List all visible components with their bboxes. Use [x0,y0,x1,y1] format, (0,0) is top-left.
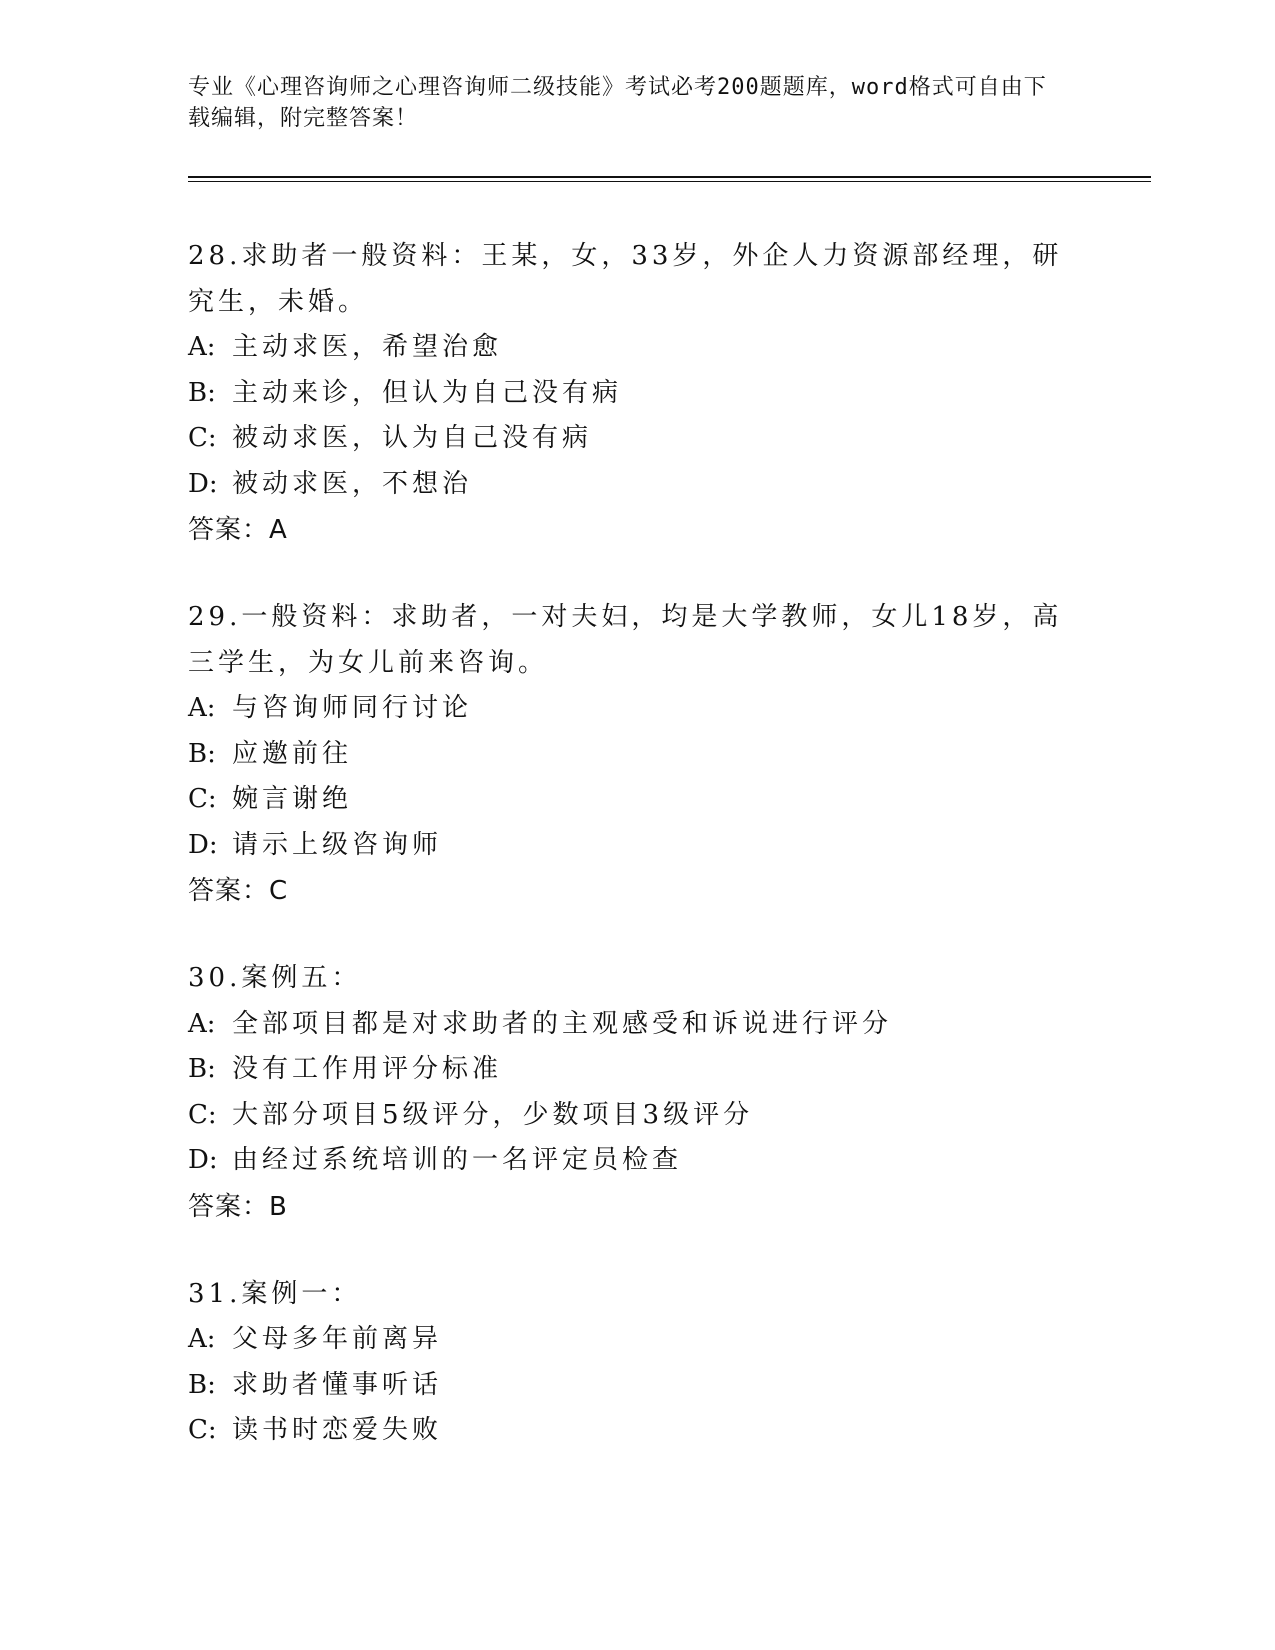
option-text: 主动来诊，但认为自己没有病 [232,377,623,408]
option-d [188,1138,1088,1184]
option-text: 没有工作用评分标准 [232,1054,503,1084]
header-divider [188,176,1151,182]
answer-label: 答案：C [188,876,289,906]
answer-label: 答案：B [188,1191,288,1222]
option-b [188,732,1088,778]
option-text: 被动求医，不想治 [232,468,473,499]
option-letter: C: [188,1415,217,1445]
question-31 [188,1272,1088,1454]
option-d [188,462,1088,508]
option-text: 父母多年前离异 [232,1324,443,1354]
option-letter: D: [188,468,218,499]
option-letter: B: [188,377,216,408]
option-letter: C: [188,784,217,814]
option-a [188,1317,1088,1363]
question-text: 28.求助者一般资料：王某，女，33岁，外企人力资源部经理，研究生，未婚。 [188,241,1063,317]
option-letter: C: [188,1099,217,1130]
option-d [188,823,1088,869]
option-letter: A: [188,1008,216,1039]
option-text: 全部项目都是对求助者的主观感受和诉说进行评分 [232,1008,893,1039]
option-a [188,1002,1088,1048]
option-c [188,1408,1088,1454]
option-letter: A: [188,332,216,362]
question-text: 30.案例五： [188,963,362,993]
option-letter: A: [188,693,216,723]
option-letter: B: [188,1369,216,1400]
option-a [188,686,1088,732]
option-c [188,416,1088,462]
option-c [188,1093,1088,1139]
option-text: 主动求医，希望治愈 [232,332,503,362]
document-intro: 专业《心理咨询师之心理咨询师二级技能》考试必考200题题库，word格式可自由下载编辑，附完整答案！ [188,75,1047,131]
option-letter: D: [188,829,218,860]
question-text: 29.一般资料：求助者，一对夫妇，均是大学教师，女儿18岁，高三学生，为女儿前来咨询。 [188,602,1063,678]
option-text: 读书时恋爱失败 [232,1415,443,1445]
option-letter: C: [188,423,217,453]
option-text: 请示上级咨询师 [232,829,443,860]
option-text: 大部分项目5级评分，少数项目3级评分 [232,1099,754,1130]
option-b [188,1047,1088,1093]
question-list [188,234,1088,1496]
option-letter: B: [188,738,216,769]
option-text: 由经过系统培训的一名评定员检查 [232,1145,683,1175]
option-letter: A: [188,1324,216,1354]
option-c [188,777,1088,823]
option-text: 被动求医，认为自己没有病 [232,423,593,453]
option-text: 与咨询师同行讨论 [232,693,473,723]
option-text: 应邀前往 [232,738,353,769]
question-30 [188,956,1088,1230]
question-28 [188,234,1088,553]
option-b [188,1363,1088,1409]
option-a [188,325,1088,371]
question-text: 31.案例一： [188,1278,362,1309]
question-29 [188,595,1088,914]
option-text: 婉言谢绝 [232,784,353,814]
option-letter: B: [188,1054,216,1084]
option-b [188,371,1088,417]
option-text: 求助者懂事听话 [232,1369,443,1400]
answer-label: 答案：A [188,515,288,545]
option-letter: D: [188,1145,218,1175]
